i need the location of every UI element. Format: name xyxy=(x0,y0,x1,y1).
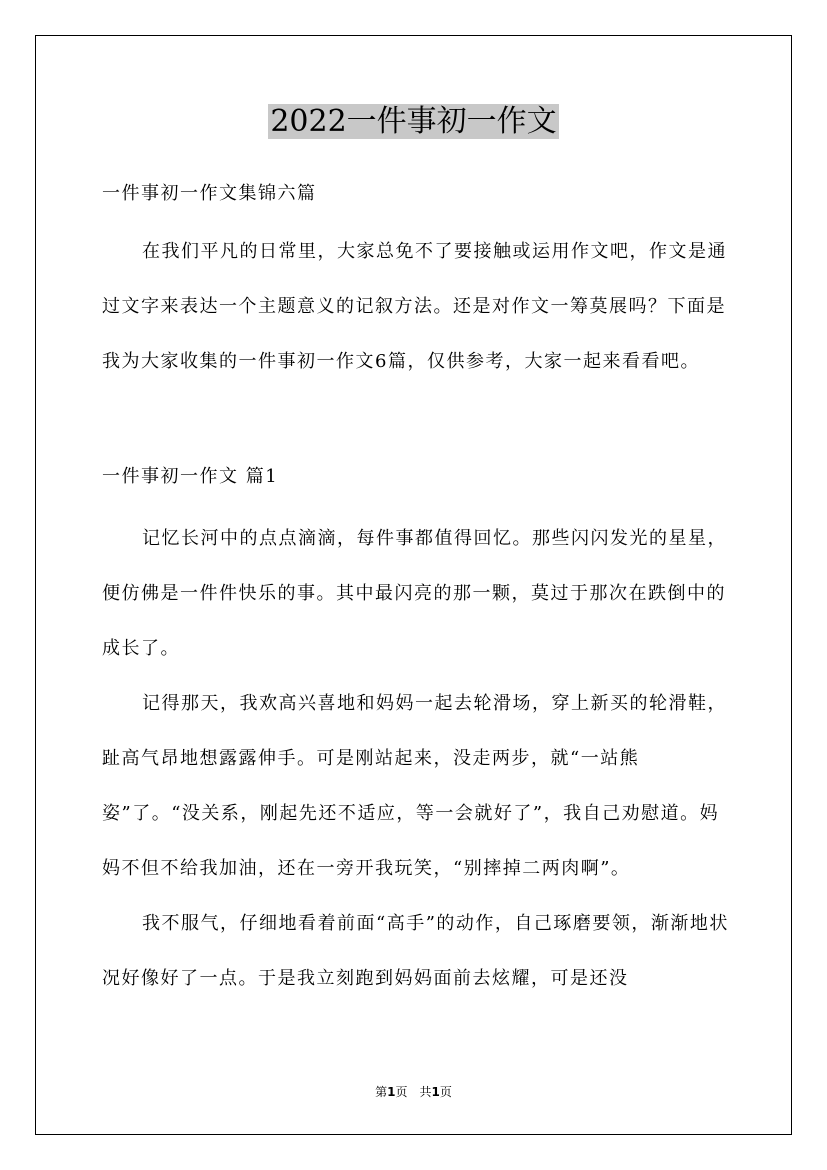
document-subtitle: 一件事初一作文集锦六篇 xyxy=(102,183,317,204)
body-paragraph: 记忆长河中的点点滴滴，每件事都值得回忆。那些闪闪发光的星星，便仿佛是一件件快乐的事。其中最闪亮的那一颗，莫过于那次在跌倒中的成长了。 xyxy=(102,528,727,659)
page-total: 1 xyxy=(431,1085,440,1099)
page-current: 1 xyxy=(387,1085,396,1099)
body-paragraph: 记得那天，我欢高兴喜地和妈妈一起去轮滑场，穿上新买的轮滑鞋，趾高气昂地想露露伸手。可是刚站起来，没走两步，就“一站熊姿”了。“没关系，刚起先还不适应，等一会就好了”，我自己劝慰道。妈妈不但不给我加油，还在一旁开我玩笑，“别摔掉二两肉啊”。 xyxy=(102,693,727,879)
page-footer xyxy=(0,1083,827,1100)
document-title xyxy=(0,100,827,144)
document-title-text: 2022一件事初一作文 xyxy=(270,104,557,139)
body-paragraph: 我不服气，仔细地看着前面“高手”的动作，自己琢磨要领，渐渐地状况好像好了一点。于是我立刻跑到妈妈面前去炫耀，可是还没 xyxy=(102,913,729,989)
section-spacer xyxy=(102,389,732,455)
intro-paragraph: 在我们平凡的日常里，大家总免不了要接触或运用作文吧，作文是通过文字来表达一个主题意义的记叙方法。还是对作文一筹莫展吗？下面是我为大家收集的一件事初一作文6篇，仅供参考，大家一起来看看吧。 xyxy=(102,241,727,372)
page-mid: 页 共 xyxy=(395,1085,432,1099)
page-suffix: 页 xyxy=(439,1085,452,1099)
document-body xyxy=(102,172,732,1006)
page-prefix: 第 xyxy=(375,1085,388,1099)
section-heading: 一件事初一作文 篇1 xyxy=(102,466,279,487)
